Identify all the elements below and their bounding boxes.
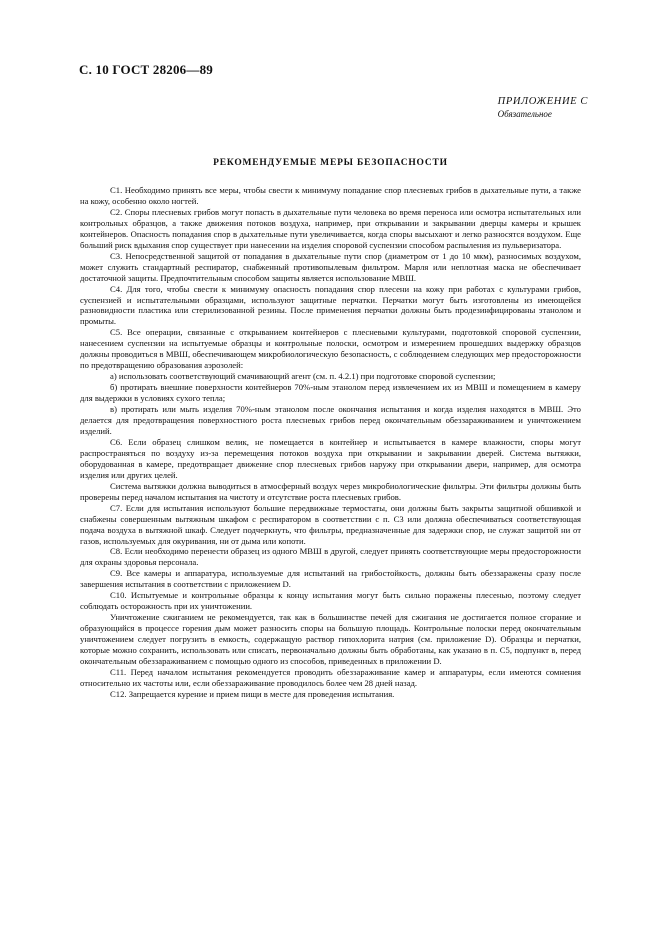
paragraph-c3: С3. Непосредственной защитой от попадания в дыхательные пути спор (диаметром от 1 до 10 мкм), разносимых воздухом, может служить стандартный респиратор, снабженный противопылевым фильтром. Марля или неплотная маска не обеспечивает достаточной защиты. Предпочтительным способом защиты является использование МВШ. (80, 250, 581, 283)
paragraph-c9: С9. Все камеры и аппаратура, используемые для испытаний на грибостойкость, должны быть обеззаражены сразу после завершения испытания в соответствии с приложением D. (80, 568, 581, 590)
appendix-block (498, 96, 588, 119)
paragraph-c12: С12. Запрещается курение и прием пищи в месте для проведения испытания. (110, 688, 395, 699)
document-body (80, 185, 581, 700)
appendix-status: Обязательное (497, 109, 552, 119)
paragraph-c2: С2. Споры плесневых грибов могут попасть в дыхательные пути человека во время переноса или осмотра испытательных или контрольных образцов, а также движения потоков воздуха, например, при открывании и закрывании дверцы камеры и крышек контейнеров. Опасность попадания спор в дыхательные пути увеличивается, когда споры высыхают и легко разносятся воздухом. Еще больший риск вдыхания спор существует при нанесении на изделия споровой суспензии способом распыления из пульверизатора. (80, 206, 581, 250)
paragraph-c1: С1. Необходимо принять все меры, чтобы свести к минимуму попадание спор плесневых грибов в дыхательные пути, а также на кожу, особенно около ногтей. (80, 185, 581, 206)
section-title: РЕКОМЕНДУЕМЫЕ МЕРЫ БЕЗОПАСНОСТИ (213, 158, 448, 168)
page-header: С. 10 ГОСТ 28206—89 (79, 62, 213, 77)
paragraph-c11: С11. Перед началом испытания рекомендуется проводить обеззараживание камер и аппаратуры, если имеются сомнения относительно их частоты или, если обеззараживание проводилось более чем 28 дней назад. (80, 666, 581, 688)
paragraph-c10-incineration: Уничтожение сжиганием не рекомендуется, так как в большинстве печей для сжигания не достигается полное сгорание и образующийся в процессе горения дым может разносить споры на большую площадь. Контрольные полоски перед окончательным уничтожением следует погрузить в емкость, содержащую раствор гипохлорита натрия (см. приложение D). Образцы и перчатки, которые можно сохранить, использовать или списать, первоначально должны быть обработаны, как указано в п. С5, подпункт в, перед окончательным обеззараживанием с помощью одного из способов, приведенных в приложении D. (80, 612, 581, 666)
paragraph-c4: С4. Для того, чтобы свести к минимуму опасность попадания спор плесени на кожу при работах с культурами грибов, суспензией и испытательными образцами, используют защитные перчатки. Перчатки могут быть изготовлены из имеющейся разновидности пластика или стерилизованной резины. После применения перчатки должны быть продезинфицированы этанолом и промыты. (80, 283, 581, 327)
paragraph-c6: С6. Если образец слишком велик, не помещается в контейнер и испытывается в камере влажности, споры могут распространяться по воздуху из-за перемещения потоков воздуха при открывании и закрывании дверей. Система вытяжки, оборудованная в камере, предотвращает движение спор плесневых грибов наружу при открывании двери, например, для осмотра изделия или других целей. (80, 436, 581, 480)
paragraph-c7: С7. Если для испытания используют большие передвижные термостаты, они должны быть закрыты защитной обшивкой и снабжены совершенным вытяжным шкафом с респиратором в соответствии с п. С3 или должна обеспечиваться соответствующая подача воздуха в вытяжной шкаф. Следует подчеркнуть, что фильтры, предназначенные для задержки спор, не служат защитой ни от газов, используемых для окуривания, ни от дыма или копоти. (80, 502, 581, 546)
paragraph-c8: С8. Если необходимо перенести образец из одного МВШ в другой, следует принять соответствующие меры предосторожности для охраны здоровья персонала. (80, 546, 581, 568)
paragraph-c6-filters: Система вытяжки должна выводиться в атмосферный воздух через микробиологические фильтры. Эти фильтры должны быть проверены перед началом испытания на чистоту и отсутствие роста плесневых грибов. (80, 480, 581, 502)
paragraph-c5-c: в) протирать или мыть изделия 70%-ным этанолом после окончания испытания и когда изделия находятся в МВШ. Это делается для предотвращения поверхностного роста плесневых грибов перед окончательным обеззараживанием и уничтожением изделий. (80, 404, 581, 436)
paragraph-c5: С5. Все операции, связанные с открыванием контейнеров с плесневыми культурами, подготовкой споровой суспензии, нанесением суспензии на испытуемые образцы и контрольные полоски, осмотром и измерением прошедших выдержку образцов должны проводиться в МВШ, обеспечивающем микробиологическую безопасность, с соблюдением следующих мер предосторожности по предотвращению образования аэрозолей: (80, 327, 581, 371)
appendix-label: ПРИЛОЖЕНИЕ С (497, 96, 588, 107)
paragraph-c10: С10. Испытуемые и контрольные образцы к концу испытания могут быть сильно поражены плесенью, поэтому следует соблюдать осторожность при их уничтожении. (80, 590, 581, 612)
paragraph-c5-a: а) использовать соответствующий смачивающий агент (см. п. 4.2.1) при подготовке споровой суспензии; (110, 371, 496, 382)
paragraph-c5-b: б) протирать внешние поверхности контейнеров 70%-ным этанолом перед извлечением их из МВШ и помещением в камеру для выдержки в условиях сухого тепла; (80, 382, 581, 404)
